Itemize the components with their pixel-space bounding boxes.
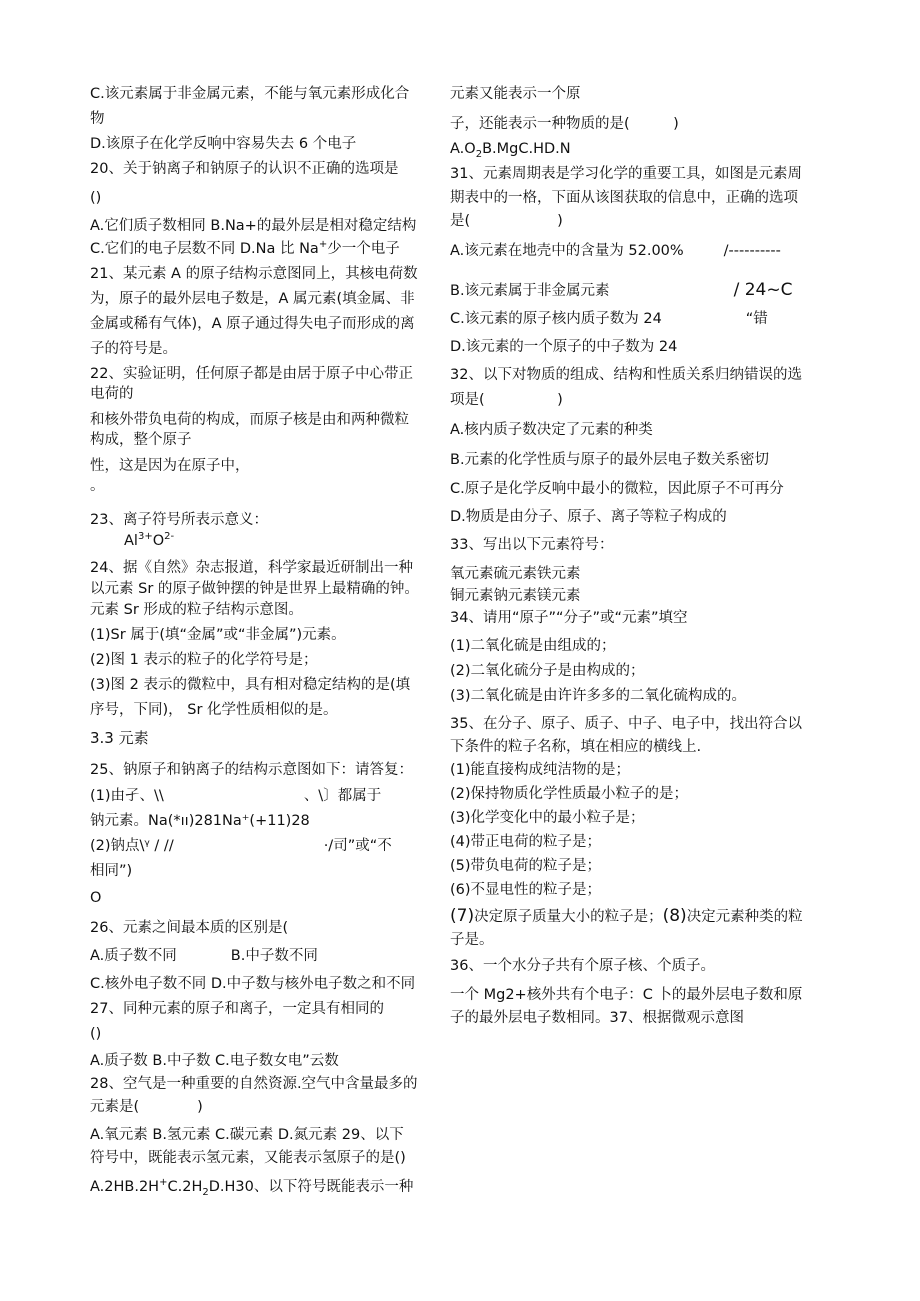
question-32-line2: 项是( ) (450, 392, 563, 408)
question-33-line3: 铜元素钠元素镁元素 (450, 588, 581, 604)
question-31-line2: 期表中的一格，下面从该图获取的信息中，正确的选项 (450, 190, 798, 206)
question-24-part3-cont: 序号，下同)， Sr 化学性质相似的是。 (90, 702, 338, 718)
question-25-diagram-text: 钠元素。Na(*ıı)281Na⁺(+11)28 (90, 813, 310, 829)
question-22-line6: 。 (90, 478, 105, 494)
question-34-part1: (1)二氧化硫是由组成的； (450, 638, 616, 654)
question-22-line2: 电荷的 (90, 386, 134, 402)
question-35-part8-cont: 子是。 (450, 932, 494, 948)
question-29: 符号中，既能表示氢元素，又能表示氢原子的是() (90, 1150, 406, 1166)
question-35: 35、在分子、原子、质子、中子、电子中，找出符合以 (450, 716, 802, 732)
question-34-part3: (3)二氧化硫是由许许多多的二氧化硫构成的。 (450, 688, 747, 704)
question-22: 22、实验证明，任何原子都是由居于原子中心带正 (90, 366, 413, 382)
text-fragment: C.2H (167, 1179, 203, 1195)
question-31-option-a (450, 241, 835, 261)
question-32-option-b: B.元素的化学性质与原子的最外层电子数关系密切 (450, 452, 770, 468)
question-28-options: A.氧元素 B.氢元素 C.碳元素 D.氮元素 29、以下 (90, 1127, 404, 1143)
question-33-line2: 氧元素硫元素铁元素 (450, 566, 581, 582)
question-35-part3: (3)化学变化中的最小粒子是； (450, 810, 645, 826)
question-35-part4: (4)带正电荷的粒子是； (450, 834, 602, 850)
question-27-options: A.质子数 B.中子数 C.电子数女电”云数 (90, 1053, 339, 1069)
superscript: + (318, 239, 328, 251)
question-26: 26、元素之间最本质的区别是( (90, 920, 289, 936)
text-fragment: 少一个电子 (327, 241, 400, 257)
question-35-part7-8 (450, 906, 835, 927)
question-30-cont: 元素又能表示一个原 (450, 86, 581, 102)
question-35-part1: (1)能直接构成纯洁物的是； (450, 762, 631, 778)
question-33: 33、写出以下元素符号： (450, 537, 614, 553)
question-22-line4: 构成，整个原子 (90, 432, 192, 448)
superscript: 3+ (137, 531, 153, 543)
question-34-part2: (2)二氧化硫分子是由构成的； (450, 663, 645, 679)
question-35-part2: (2)保持物质化学性质最小粒子的是； (450, 786, 689, 802)
option-c-q19-cont: 物 (90, 111, 105, 127)
question-31-option-b (450, 280, 835, 301)
question-25-part1 (90, 786, 442, 806)
text-fragment: A.该元素在地壳中的含量为 52.00% (450, 243, 684, 259)
text-fragment: A.质子数不同 (90, 948, 177, 964)
question-24-part2: (2)图 1 表示的粒子的化学符号是； (90, 652, 318, 668)
question-20-options-cd (90, 239, 442, 259)
question-25-part2 (90, 836, 442, 856)
question-32-option-d: D.物质是由分子、原子、离子等粒子构成的 (450, 509, 727, 525)
element-cell-number: / 24~C (733, 280, 793, 300)
text-fragment: “错 (745, 311, 768, 327)
text-fragment: 决定原子质量大小的粒子是； (474, 909, 663, 925)
question-36: 36、一个水分子共有个原子核、个质子。 (450, 958, 715, 974)
question-35-part5: (5)带负电荷的粒子是； (450, 858, 602, 874)
text-fragment: /---------- (723, 243, 781, 259)
text-fragment: A.O (450, 141, 476, 157)
question-36-line2: 一个 Mg2+核外共有个电子：C 卜的最外层电子数和原 (450, 987, 803, 1003)
question-34: 34、请用“原子”“分子”或“元素”填空 (450, 610, 688, 626)
text-fragment: (8) (662, 906, 687, 926)
question-24-line3: 元素 Sr 形成的粒子结构示意图。 (90, 602, 303, 618)
question-36-line3: 子的最外层电子数相同。37、根据微观示意图 (450, 1010, 744, 1026)
question-22-line5: 性，这是因为在原子中， (90, 458, 250, 474)
question-25: 25、钠原子和钠离子的结构示意图如下：请答复： (90, 762, 413, 778)
text-fragment: B.MgC.HD.N (482, 141, 571, 157)
question-32: 32、以下对物质的组成、结构和性质关系归纳错误的选 (450, 367, 802, 383)
text-fragment: ·/司”或“不 (323, 838, 392, 854)
question-35-line2: 下条件的粒子名称，填在相应的横线上. (450, 739, 702, 755)
question-20-paren: () (90, 190, 102, 206)
question-28-line2: 元素是( ) (90, 1099, 203, 1115)
question-26-options-ab (90, 946, 442, 966)
ion-symbols (90, 531, 442, 551)
text-fragment: (1)由孑、\\ (90, 788, 164, 804)
question-31-line3: 是( ) (450, 213, 563, 229)
question-31-option-c (450, 309, 835, 329)
text-fragment: C.该元素的原子核内质子数为 24 (450, 311, 662, 327)
subscript: 2 (202, 1186, 209, 1198)
option-d-q19: D.该原子在化学反响中容易失去 6 个电子 (90, 136, 357, 152)
question-23: 23、离子符号所表示意义： (90, 512, 268, 528)
stray-letter: O (90, 890, 102, 906)
section-heading: 3.3 元素 (90, 729, 149, 747)
question-27-paren: () (90, 1026, 102, 1042)
question-32-option-c: C.原子是化学反响中最小的微粒，因此原子不可再分 (450, 481, 784, 497)
text-fragment: A.2HB.2H (90, 1179, 160, 1195)
text-fragment: C.它们的电子层数不同 D.Na 比 Na (90, 241, 319, 257)
superscript: + (159, 1177, 168, 1189)
text-fragment: 、\〕都属于 (303, 788, 382, 804)
question-21-line3: 金属或稀有气体)，A 原子通过得失电子而形成的离 (90, 316, 415, 332)
question-24-line2: 以元素 Sr 的原子做钟摆的钟是世界上最精确的钟。 (90, 581, 419, 597)
question-21: 21、某元素 A 的原子结构示意图同上，其核电荷数 (90, 266, 418, 282)
question-35-part6: (6)不显电性的粒子是； (450, 882, 602, 898)
question-30-line2: 子，还能表示一种物质的是( ) (450, 116, 679, 132)
question-22-line3: 和核外带负电荷的构成，而原子核是由和两种微粒 (90, 412, 409, 428)
question-20: 20、关于钠离子和钠原子的认识不正确的选项是 (90, 161, 399, 177)
text-fragment: D.H30、以下符号既能表示一种 (208, 1179, 414, 1195)
question-31-option-d: D.该元素的一个原子的中子数为 24 (450, 339, 678, 355)
question-24-part1: (1)Sr 属于(填“金属”或“非金属”)元素。 (90, 627, 346, 643)
option-c-q19: C.该元素属于非金属元素，不能与氧元素形成化合 (90, 86, 410, 102)
subscript: 2 (475, 148, 483, 160)
text-fragment: Al (124, 533, 138, 549)
question-28: 28、空气是一种重要的自然资源.空气中含量最多的 (90, 1076, 418, 1092)
question-26-options-cd: C.核外电子数不同 D.中子数与核外电子数之和不同 (90, 976, 416, 992)
text-fragment: O (152, 533, 165, 549)
question-21-line2: 为，原子的最外层电子数是，A 属元素(填金属、非 (90, 291, 415, 307)
question-30-options (450, 139, 835, 159)
question-31: 31、元素周期表是学习化学的重要工具，如图是元素周 (450, 166, 802, 182)
question-24-part3: (3)图 2 表示的微粒中，具有相对稳定结构的是(填 (90, 677, 411, 693)
question-25-part2-cont: 相同”) (90, 863, 133, 879)
question-24: 24、据《自然》杂志报道，科学家最近研制出一种 (90, 560, 413, 576)
text-fragment: 决定元素种类的粒 (686, 909, 803, 925)
left-column (90, 84, 442, 1202)
text-fragment: (2)钠点\ᵞ / // (90, 838, 174, 854)
superscript: 2- (164, 531, 175, 543)
question-27: 27、同种元素的原子和离子，一定具有相同的 (90, 1001, 384, 1017)
text-fragment: (7) (450, 906, 475, 926)
right-column (450, 84, 835, 1033)
text-fragment: B.中子数不同 (230, 948, 318, 964)
question-29-options (90, 1177, 442, 1197)
question-32-option-a: A.核内质子数决定了元素的种类 (450, 422, 653, 438)
question-21-line4: 子的符号是。 (90, 341, 177, 357)
text-fragment: B.该元素属于非金属元素 (450, 283, 610, 299)
question-20-options-ab: A.它们质子数相同 B.Na+的最外层是相对稳定结构 (90, 218, 417, 234)
